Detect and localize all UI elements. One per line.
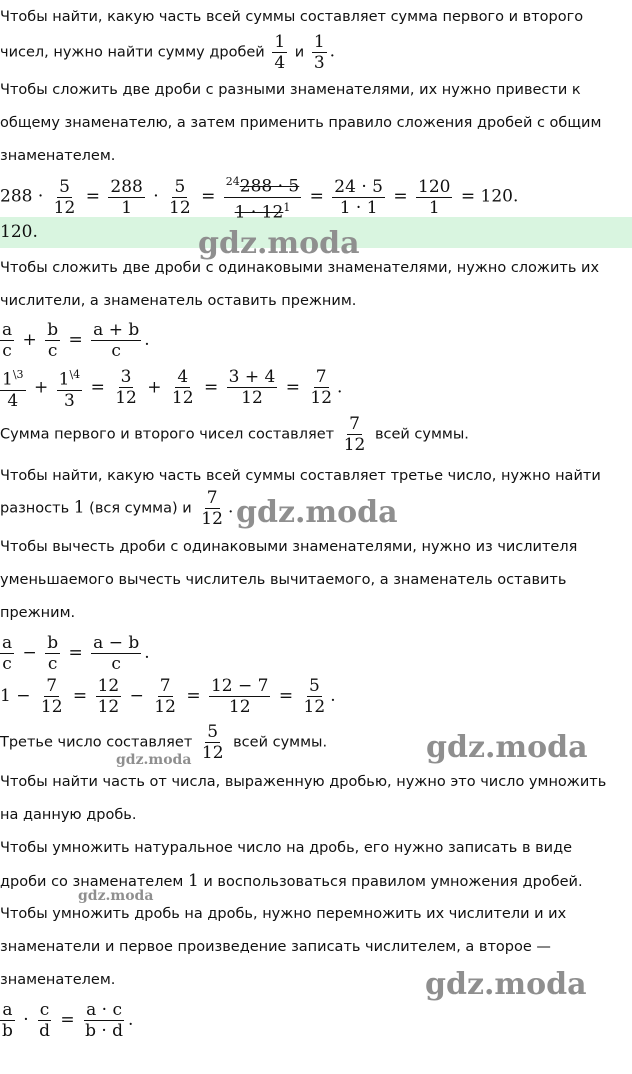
text-line: Сумма первого и второго чисел составляет $\frac{7}{12}$ всей суммы. bbox=[0, 414, 469, 455]
fraction: $\frac{1}{4}$ bbox=[274, 32, 286, 73]
text-line: Чтобы сложить две дроби с разными знаменателями, их нужно привести к bbox=[0, 82, 581, 98]
watermark: gdz.moda bbox=[236, 495, 398, 530]
text-line: Чтобы умножить натуральное число на дробь, его нужно записать в виде bbox=[0, 840, 573, 856]
text-line: дроби со знаменателем 1 и воспользоваться правилом умножения дробей. bbox=[0, 871, 583, 891]
text-line: прежним. bbox=[0, 605, 76, 621]
watermark: gdz.moda bbox=[116, 752, 192, 768]
text-line: знаменателем. bbox=[0, 148, 116, 164]
equation-1: 288 · $\frac{5}{12}$ = $\frac{288}{1}$ · $\frac{5}{12}$ = $\frac{^{24}288 \cdot 5}{1 \cdot 12^1}$ = $\frac{24 \cdot 5}{1 \cdot 1}$ = $\frac{120}{1}$ = 120. bbox=[0, 172, 518, 222]
text-line: знаменатели и первое произведение записать числителем, а второе — bbox=[0, 939, 551, 955]
watermark: gdz.moda bbox=[198, 226, 360, 261]
watermark: gdz.moda bbox=[425, 967, 587, 1002]
text-line: Третье число составляет $\frac{5}{12}$ всей суммы. bbox=[0, 722, 328, 763]
multiplication-rule: $\frac{a}{b}$ · $\frac{c}{d}$ = $\frac{a \cdot c}{b \cdot d}$ . bbox=[2, 1000, 134, 1041]
watermark: gdz.moda bbox=[78, 888, 154, 904]
text-line: Чтобы умножить дробь на дробь, нужно перемножить их числители и их bbox=[0, 906, 567, 922]
text-line: уменьшаемого вычесть числитель вычитаемого, а знаменатель оставить bbox=[0, 572, 567, 588]
equation-3: 1 − $\frac{7}{12}$ = $\frac{12}{12}$ − $\frac{7}{12}$ = $\frac{12 - 7}{12}$ = $\frac{5}{12}$ . bbox=[0, 676, 336, 717]
text-line: общему знаменателю, а затем применить правило сложения дробей с общим bbox=[0, 115, 602, 131]
text-line: Чтобы вычесть дроби с одинаковыми знаменателями, нужно из числителя bbox=[0, 539, 578, 555]
text-line: Чтобы найти, какую часть всей суммы составляет третье число, нужно найти bbox=[0, 468, 601, 484]
text-line: на данную дробь. bbox=[0, 807, 137, 823]
text-line: Чтобы найти, какую часть всей суммы составляет сумма первого и второго bbox=[0, 9, 584, 25]
subtraction-rule: $\frac{a}{c}$ − $\frac{b}{c}$ = $\frac{a - b}{c}$ . bbox=[2, 633, 150, 674]
text-line: знаменателем. bbox=[0, 972, 116, 988]
text-line: Чтобы сложить две дроби с одинаковыми знаменателями, нужно сложить их bbox=[0, 260, 600, 276]
text-line: разность 1 (вся сумма) и $\frac{7}{12}$ . bbox=[0, 488, 234, 529]
text-line: чисел, нужно найти сумму дробей $\frac{1}{4}$ и $\frac{1}{3}$ . bbox=[0, 32, 336, 73]
equation-2: $\frac{1^{\backslash 3}}{4}$ + $\frac{1^{\backslash 4}}{3}$ = $\frac{3}{12}$ + $\frac{4}{12}$ = $\frac{3 + 4}{12}$ = $\frac{7}{12}$ . bbox=[0, 365, 342, 411]
addition-rule: $\frac{a}{c}$ + $\frac{b}{c}$ = $\frac{a + b}{c}$ . bbox=[2, 320, 150, 361]
text-line: числители, а знаменатель оставить прежним. bbox=[0, 293, 357, 309]
text-line: Чтобы найти часть от числа, выраженную дробью, нужно это число умножить bbox=[0, 774, 607, 790]
answer-value: 120. bbox=[0, 222, 38, 242]
watermark: gdz.moda bbox=[426, 730, 588, 765]
fraction: $\frac{1}{3}$ bbox=[313, 32, 325, 73]
